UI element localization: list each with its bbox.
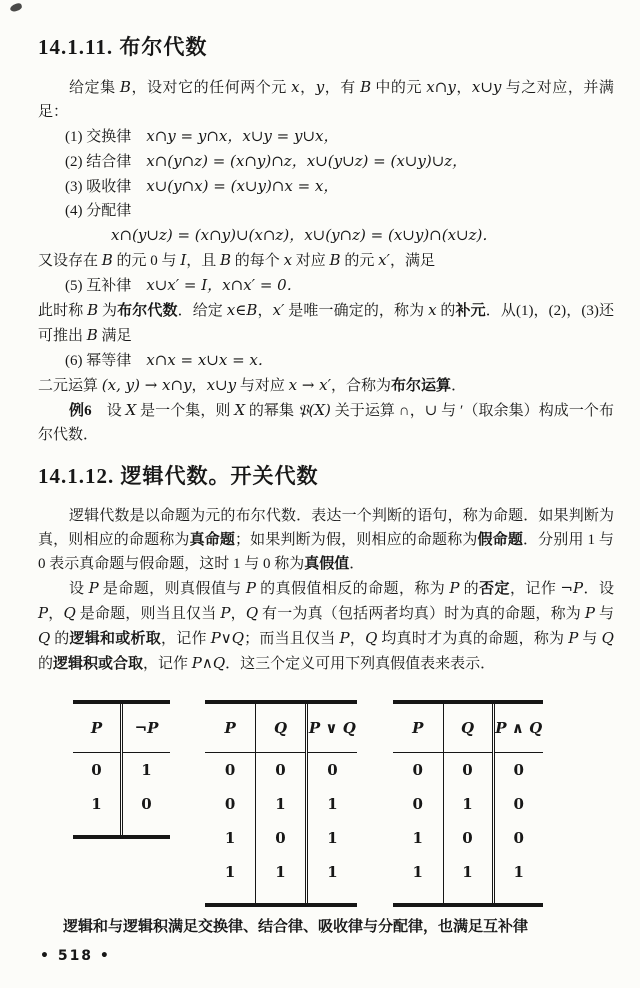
math-expression: x∪y — [471, 78, 502, 96]
text-run: 与之对应，并满足： — [38, 80, 614, 120]
truth-value-cell: 0 — [493, 787, 543, 821]
text-run: 关于运算 ∩，∪ 与 ′（取余集）构成一个布尔代数． — [38, 403, 614, 443]
text-run: (5) 互补律 — [65, 278, 147, 294]
math-expression: B — [119, 78, 131, 96]
paragraph-propositions — [38, 504, 614, 576]
text-run: ，记作 — [161, 631, 211, 647]
text-run: 为 — [98, 303, 118, 319]
truth-value-cell: 0 — [91, 761, 102, 779]
bold-term: 逻辑积或合取 — [53, 656, 144, 672]
math-expression: P — [220, 604, 231, 622]
truth-table-and — [393, 700, 543, 907]
column-header: P ∨ Q — [306, 702, 357, 753]
math-expression: Q — [63, 604, 76, 622]
section-title-boolean-algebra: 14.1.11. 布尔代数 — [38, 35, 208, 59]
math-expression: Q — [245, 604, 259, 622]
column-header: P — [205, 702, 256, 753]
paragraph-boolean-algebra-named — [38, 298, 614, 348]
law-associative — [38, 149, 614, 174]
column-header: Q — [256, 702, 307, 753]
math-expression: x — [283, 251, 293, 269]
text-run: 的元 — [340, 253, 379, 269]
math-expression: x∪y — [206, 376, 237, 394]
text-run: ，且 — [186, 253, 221, 269]
column-header: P ∧ Q — [493, 702, 543, 753]
truth-table-not — [73, 700, 170, 839]
text-run: ；如果判断为假，则相应的命题称为 — [235, 532, 478, 548]
text-run: ．设 — [583, 581, 614, 597]
math-expression: ¬P — [560, 579, 584, 597]
math-expression: 𝔓(X) — [297, 401, 331, 419]
math-expression: x → x′ — [288, 376, 332, 394]
math-expression: B — [86, 326, 98, 344]
truth-value-cell: 1 — [306, 787, 357, 821]
scan-artifact-mark — [9, 2, 23, 12]
math-expression: x∩(y∪z) = (x∩y)∪(x∩z)，x∪(y∩z) = (x∪y)∩(x∪z)． — [111, 226, 498, 244]
law-distributive-formula — [38, 223, 614, 248]
text-run: (1) 交换律 — [65, 129, 147, 145]
bold-term: 布尔运算 — [391, 378, 452, 394]
math-expression: B — [360, 78, 372, 96]
text-run: ， — [48, 606, 64, 622]
math-expression: x∩(y∩z) = (x∩y)∩z，x∪(y∪z) = (x∪y)∪z， — [146, 152, 468, 170]
text-run: 设 — [91, 403, 126, 419]
math-expression: x — [428, 301, 437, 319]
truth-value-cell: 0 — [412, 761, 423, 779]
text-run: 是命题，则当且仅当 — [75, 606, 221, 622]
math-expression: B — [329, 251, 341, 269]
truth-value-cell: 1 — [412, 829, 423, 847]
text-run: (3) 吸收律 — [65, 179, 147, 195]
math-expression: x′ — [272, 301, 285, 319]
text-run: 的幂集 — [245, 403, 298, 419]
text-run: ， — [349, 631, 366, 647]
truth-tables-row — [73, 700, 543, 907]
truth-value-cell: 1 — [256, 855, 307, 905]
truth-value-cell: 0 — [256, 753, 307, 788]
column-header: P — [393, 702, 443, 753]
truth-value-cell: 1 — [443, 787, 493, 821]
math-expression: B — [87, 301, 99, 319]
text-run: 逻辑代数是以命题为元的布尔代数．表达一个判断的语句，称为命题．如果判断为真，则相应的命题称为 — [38, 508, 614, 548]
text-run: ， — [191, 378, 207, 394]
paragraph-negation-disjunction-conjunction — [38, 576, 614, 676]
math-expression: P — [584, 604, 596, 622]
paragraph-boolean-operations — [38, 373, 614, 398]
text-run: ， — [455, 80, 472, 96]
paragraph-zero-one-elements — [38, 248, 614, 273]
tables-caption — [63, 916, 528, 938]
text-run: ，设对它的任何两个元 — [130, 80, 292, 96]
bold-term: 真命题 — [189, 532, 236, 548]
text-run: ， — [299, 80, 316, 96]
law-distributive-label — [38, 199, 614, 223]
math-expression: X — [234, 401, 245, 419]
math-expression: x — [291, 78, 300, 96]
law-commutative — [38, 124, 614, 149]
truth-value-cell: 0 — [412, 795, 423, 813]
text-run: 的 — [459, 581, 480, 597]
text-run: 对应 — [292, 253, 330, 269]
truth-value-cell: 0 — [122, 787, 171, 837]
truth-value-cell: 0 — [224, 795, 236, 813]
text-run: 与 — [578, 631, 602, 647]
truth-value-cell: 0 — [493, 753, 543, 788]
math-expression: x∩y — [426, 78, 456, 96]
bold-term: 否定 — [479, 581, 510, 597]
text-run: 满足 — [97, 328, 132, 344]
text-run: ．分别用 1 与 0 表示真命题与假命题，这时 1 与 0 称为 — [38, 532, 614, 572]
math-expression: P — [245, 579, 256, 597]
truth-value-cell: 1 — [493, 855, 543, 905]
truth-value-cell: 1 — [256, 787, 307, 821]
math-expression: x∪x′ = I，x∩x′ = 0． — [146, 276, 302, 294]
math-expression: x∩x = x∪x = x． — [146, 351, 273, 369]
law-complement — [38, 273, 614, 298]
text-run: 的 — [38, 656, 54, 672]
math-expression: P∧Q — [191, 654, 226, 672]
text-run: ，合称为 — [331, 378, 392, 394]
bold-term: 例6 — [69, 403, 92, 419]
bold-term: 真假值 — [304, 556, 350, 572]
math-expression: P — [568, 629, 579, 647]
text-run: 有一为真（包括两者均真）时为真的命题，称为 — [258, 606, 585, 622]
text-run: 的 — [50, 631, 70, 647]
text-run: ，满足 — [389, 253, 435, 269]
text-run: 与 — [595, 606, 614, 622]
text-run: 设 — [69, 581, 89, 597]
column-header: Q — [443, 702, 493, 753]
bold-term: 逻辑和或析取 — [69, 631, 161, 647]
math-expression: P — [88, 579, 99, 597]
column-header: ¬P — [122, 702, 171, 753]
law-absorption — [38, 174, 614, 199]
text-run: 是一个集，则 — [136, 403, 235, 419]
text-run: (4) 分配律 — [65, 203, 132, 219]
text-run: 的 — [436, 303, 456, 319]
text-run: 是命题，则真假值与 — [98, 581, 246, 597]
text-run: 的真假值相反的命题，称为 — [255, 581, 450, 597]
math-expression: Q — [365, 629, 378, 647]
truth-value-cell: 1 — [224, 829, 236, 847]
math-expression: P — [38, 604, 49, 622]
text-run: 又设存在 — [38, 253, 102, 269]
text-run: 均真时才为真的命题，称为 — [377, 631, 569, 647]
truth-value-cell: 0 — [224, 761, 236, 779]
math-expression: x′ — [378, 251, 390, 269]
column-header: P — [73, 702, 122, 753]
text-run: ；而当且仅当 — [244, 631, 340, 647]
math-expression: x∪(y∩x) = (x∪y)∩x = x， — [146, 177, 339, 195]
truth-value-cell: 1 — [91, 795, 102, 813]
text-run: ．这三个定义可用下列真假值表来表示． — [225, 656, 496, 672]
math-expression: B — [220, 251, 232, 269]
text-run: 二元运算 — [38, 378, 102, 394]
text-run: ， — [257, 303, 273, 319]
text-run: (2) 结合律 — [65, 154, 147, 170]
math-expression: I — [180, 251, 187, 269]
law-idempotent — [38, 348, 614, 373]
truth-value-cell: 0 — [306, 753, 357, 788]
truth-value-cell: 0 — [493, 821, 543, 855]
bold-term: 布尔代数 — [117, 303, 178, 319]
bold-term: 假命题 — [477, 532, 523, 548]
math-expression: x∈B — [226, 301, 258, 319]
bold-term: 逻辑和与逻辑积满足交换律、结合律、吸收律与分配律，也满足互补律 — [63, 919, 529, 935]
text-run: ． — [349, 556, 365, 572]
bold-term: 补元 — [455, 303, 486, 319]
text-run: ，记作 — [143, 656, 192, 672]
truth-value-cell: 1 — [306, 821, 357, 855]
paragraph-example-6 — [38, 398, 614, 447]
math-expression: X — [125, 401, 137, 419]
text-run: 中的元 — [371, 80, 427, 96]
math-expression: P — [339, 629, 350, 647]
truth-value-cell: 1 — [306, 855, 357, 905]
text-run: ，有 — [324, 80, 361, 96]
math-expression: (x, y) → x∩y — [101, 376, 192, 394]
truth-table-or — [205, 700, 357, 907]
text-run: ．从(1)，(2)，(3)还可推出 — [38, 303, 614, 344]
section-title-logic-algebra: 14.1.12. 逻辑代数。开关代数 — [38, 464, 319, 488]
truth-value-cell: 0 — [256, 821, 307, 855]
text-run: ．给定 — [177, 303, 227, 319]
truth-value-cell: 1 — [412, 863, 423, 881]
math-expression: x∩y = y∩x，x∪y = y∪x， — [146, 127, 339, 145]
truth-value-cell: 1 — [122, 753, 171, 788]
truth-value-cell: 1 — [443, 855, 493, 905]
page-number: • 518 • — [40, 948, 111, 964]
text-run: 与对应 — [236, 378, 289, 394]
truth-value-cell: 0 — [443, 753, 493, 788]
text-run: ． — [451, 378, 467, 394]
math-expression: P∨Q — [210, 629, 245, 647]
text-run: (6) 幂等律 — [65, 353, 147, 369]
text-run: ， — [230, 606, 246, 622]
math-expression: Q — [601, 629, 614, 647]
text-run: 的元 0 与 — [112, 253, 181, 269]
text-run: 的每个 — [231, 253, 284, 269]
text-run: 此时称 — [38, 303, 88, 319]
math-expression: B — [101, 251, 113, 269]
truth-value-cell: 0 — [443, 821, 493, 855]
text-run: ，记作 — [509, 581, 561, 597]
math-expression: y — [315, 78, 325, 96]
truth-value-cell: 1 — [224, 863, 236, 881]
text-run: 是唯一确定的，称为 — [284, 303, 429, 319]
math-expression: P — [449, 579, 460, 597]
text-run: 给定集 — [69, 80, 120, 96]
math-expression: Q — [38, 629, 51, 647]
paragraph-definition-set-b — [38, 75, 614, 124]
document-content — [38, 34, 614, 676]
